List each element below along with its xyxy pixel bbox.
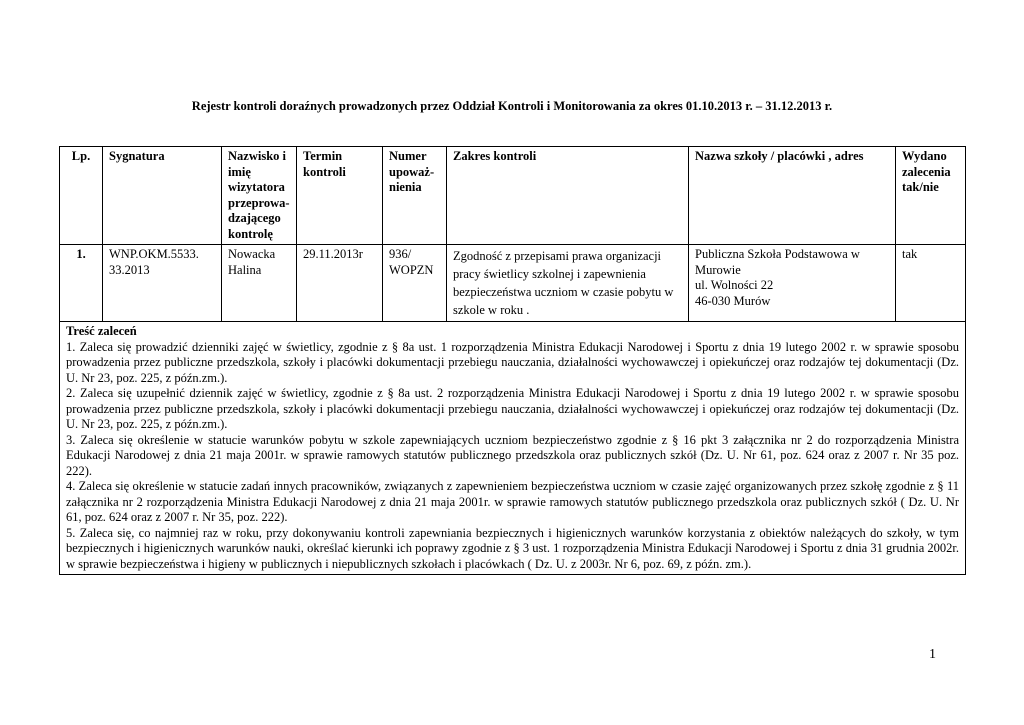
recommendation-item: 5. Zaleca się, co najmniej raz w roku, przy dokonywaniu kontroli zapewniania bezpiecznych i higienicznych warunków korzystania z obiektów należących do szkoły, w tym bezpiecznych i higienicznych warunków nauki, określać kierunki ich poprawy zgodnie z § 3 ust. 1 rozporządzenia Ministra Edukacji Narodowej i Sportu z dnia 31 grudnia 2002r. w sprawie bezpieczeństwa i higieny w publicznych i niepublicznych szkołach i placówkach ( Dz. U. z 2003r. Nr 6, poz. 69, z późn. zm.). bbox=[66, 525, 959, 571]
recommendation-item: 2. Zaleca się uzupełnić dziennik zajęć w świetlicy, zgodnie z § 8a ust. 2 rozporządzenia Ministra Edukacji Narodowej i Sportu z dnia 19 lutego 2002 r. w sprawie sposobu prowadzenia przez publiczne przedszkola, szkoły i placówki dokumentacji przebiegu nauczania, działalności wychowawczej i opiekuńczej oraz rodzajów tej dokumentacji (Dz. U. Nr 23, poz. 225, z późn.zm.). bbox=[66, 386, 959, 431]
cell-sygnatura: WNP.OKM.5533. 33.2013 bbox=[103, 245, 222, 322]
cell-nazwisko: Nowacka Halina bbox=[222, 245, 297, 322]
recommendation-item: 4. Zaleca się określenie w statucie zadań innych pracowników, związanych z zapewnieniem bezpieczeństwa uczniom w czasie zajęć organizowanych przez szkołę zgodnie z § 11 załącznika nr 2 rozporządzenia Ministra Edukacji Narodowej z dnia 21 maja 2001r. w sprawie ramowych statutów publicznego przedszkola oraz publicznych szkół ( Dz. U. Nr 61, poz. 624 oraz z 2007 r. Nr 35, poz. 222). bbox=[66, 479, 959, 524]
header-nazwisko: Nazwisko i imię wizytatora przeprowa-dzającego kontrolę bbox=[222, 147, 297, 245]
table-header-row bbox=[60, 147, 966, 245]
page-number: 1 bbox=[929, 647, 936, 662]
cell-lp: 1. bbox=[60, 245, 103, 322]
header-numer: Numer upoważ-nienia bbox=[383, 147, 447, 245]
document-title: Rejestr kontroli doraźnych prowadzonych przez Oddział Kontroli i Monitorowania za okres 01.10.2013 r. – 31.12.2013 r. bbox=[191, 99, 833, 113]
recommendation-item: 3. Zaleca się określenie w statucie warunków pobytu w szkole zapewniających uczniom bezpieczeństwo zgodnie z § 16 pkt 3 załącznika nr 2 do rozporządzenia Ministra Edukacji Narodowej z dnia 21 maja 2001r. w sprawie ramowych statutów publicznego przedszkola oraz publicznych szkół (Dz. U. Nr 61, poz. 624 oraz z 2007 r. Nr 35 poz. 222). bbox=[66, 432, 959, 478]
header-sygnatura: Sygnatura bbox=[103, 147, 222, 245]
cell-numer: 936/ WOPZN bbox=[383, 245, 447, 322]
recommendations-title: Treść zaleceń bbox=[66, 324, 137, 338]
cell-zalecenia: tak bbox=[896, 245, 966, 322]
cell-termin: 29.11.2013r bbox=[297, 245, 383, 322]
cell-zakres: Zgodność z przepisami prawa organizacji pracy świetlicy szkolnej i zapewnienia bezpieczeństwa uczniom w czasie pobytu w szkole w roku . bbox=[447, 245, 689, 322]
cell-szkola: Publiczna Szkoła Podstawowa w Murowie ul. Wolności 22 46-030 Murów bbox=[689, 245, 896, 322]
recommendations-row bbox=[60, 322, 966, 575]
header-termin: Termin kontroli bbox=[297, 147, 383, 245]
header-zakres: Zakres kontroli bbox=[447, 147, 689, 245]
header-lp: Lp. bbox=[60, 147, 103, 245]
recommendations-cell bbox=[60, 322, 966, 575]
inspection-register-table bbox=[59, 146, 966, 575]
table-row bbox=[60, 245, 966, 322]
recommendation-item: 1. Zaleca się prowadzić dzienniki zajęć w świetlicy, zgodnie z § 8a ust. 1 rozporządzenia Ministra Edukacji Narodowej i Sportu z dnia 19 lutego 2002 r. w sprawie sposobu prowadzenia przez publiczne przedszkola, szkoły i placówki dokumentacji przebiegu nauczania, działalności wychowawczej i opiekuńczej oraz rodzajów tej dokumentacji (Dz. U. Nr 23, poz. 225, z późn.zm.). bbox=[66, 339, 959, 385]
header-szkola: Nazwa szkoły / placówki , adres bbox=[689, 147, 896, 245]
header-zalecenia: Wydano zalecenia tak/nie bbox=[896, 147, 966, 245]
